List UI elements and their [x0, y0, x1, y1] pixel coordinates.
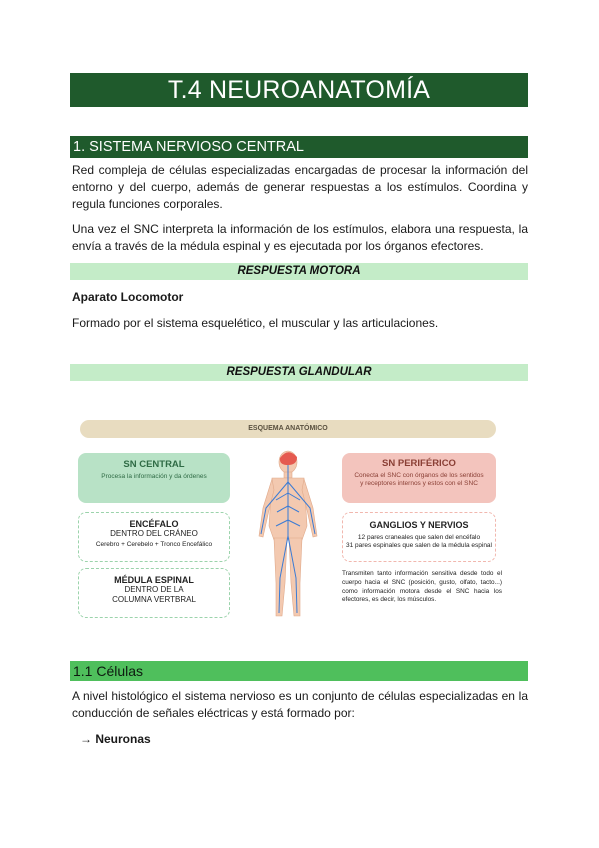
band-respuesta-glandular: RESPUESTA GLANDULAR [70, 364, 528, 381]
ganglios-line1: 12 pares craneales que salen del encéfalo [357, 534, 481, 541]
section-heading-celulas: 1.1 Células [70, 661, 528, 681]
sn-periferico-desc: Conecta el SNC con órganos de los sentidos y receptores internos y estos con el SNC [354, 472, 484, 487]
medula-sub1: DENTRO DE LA [124, 585, 184, 594]
celulas-paragraph: A nivel histológico el sistema nervioso es un conjunto de células especializadas en la conducción de señales eléctricas y está formado por: [72, 689, 528, 720]
transmiten-note: Transmiten tanto información sensitiva desde todo el cuerpo hacia el SNC (posición, gusto, olfato, tacto...) como información motora desde el SNC hacia los efectores, es decir, los músculos. [342, 570, 502, 604]
sn-periferico-title: SN PERIFÉRICO [382, 458, 456, 469]
encefalo-sub: DENTRO DEL CRÁNEO [110, 529, 198, 538]
aparato-locomotor-subtitle: Aparato Locomotor [72, 290, 184, 304]
medula-sub2: COLUMNA VERTBRAL [112, 595, 196, 604]
esquema-header: ESQUEMA ANATÓMICO [80, 420, 496, 438]
snc-paragraph-2: Una vez el SNC interpreta la información de los estímulos, elabora una respuesta, la envía a través de la médula espinal y es ejecutada por los órganos efectores. [72, 222, 528, 253]
esquema-anatomico-diagram [70, 410, 530, 625]
ganglios-title: GANGLIOS Y NERVIOS [369, 520, 469, 530]
encefalo-box [78, 512, 230, 562]
page-title: T.4 NEUROANATOMÍA [70, 73, 528, 107]
arrow-icon: → [80, 732, 92, 746]
sn-central-title: SN CENTRAL [123, 459, 185, 470]
human-nervous-system-figure [252, 448, 324, 623]
sn-periferico-box [342, 453, 496, 503]
sn-central-box [78, 453, 230, 503]
section-heading-snc: 1. SISTEMA NERVIOSO CENTRAL [70, 136, 528, 158]
encefalo-title: ENCÉFALO [129, 519, 179, 529]
encefalo-parts: Cerebro + Cerebelo + Tronco Encefálico [95, 541, 213, 548]
medula-box [78, 568, 230, 618]
bullet-neuronas [80, 732, 151, 746]
snc-paragraph-1: Red compleja de células especializadas encargadas de procesar la información del entorno y del cuerpo, además de generar respuestas a los estímulos. Coordina y regula funciones corporales. [72, 163, 528, 211]
medula-title: MÉDULA ESPINAL [114, 575, 194, 585]
sn-central-desc: Procesa la información y da órdenes [101, 473, 207, 480]
bullet-neuronas-label: Neuronas [95, 732, 151, 746]
aparato-locomotor-text: Formado por el sistema esquelético, el muscular y las articulaciones. [72, 316, 439, 330]
ganglios-line2: 31 pares espinales que salen de la médula espinal [346, 542, 492, 549]
band-respuesta-motora: RESPUESTA MOTORA [70, 263, 528, 280]
ganglios-box [342, 512, 496, 562]
